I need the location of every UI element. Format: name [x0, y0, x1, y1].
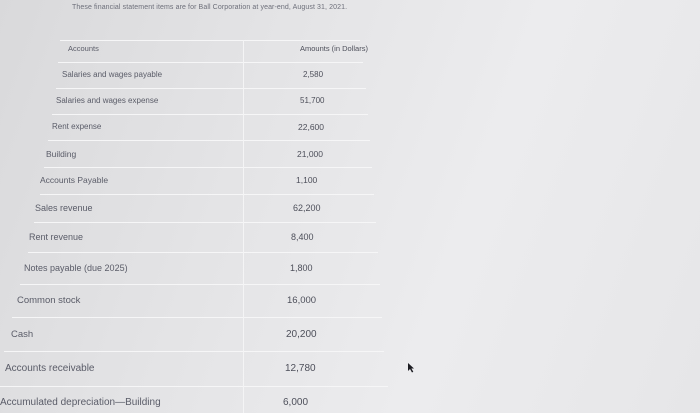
amount-value: 21,000 — [297, 149, 323, 159]
row-divider — [20, 284, 380, 285]
amount-value: 1,800 — [290, 263, 313, 273]
amount-value: 12,780 — [285, 363, 316, 374]
account-label: Notes payable (due 2025) — [24, 263, 128, 273]
row-divider — [4, 351, 384, 352]
amount-value: 1,100 — [296, 175, 318, 185]
account-label: Sales revenue — [35, 203, 93, 213]
amounts-column-header: Amounts (in Dollars) — [300, 44, 368, 53]
amount-value: 20,200 — [286, 329, 317, 340]
account-label: Cash — [11, 329, 34, 340]
accounts-column-header: Accounts — [68, 44, 99, 53]
amount-value: 62,200 — [293, 203, 321, 213]
row-divider — [28, 252, 378, 253]
row-divider — [34, 222, 376, 223]
row-divider — [56, 88, 366, 89]
account-label: Salaries and wages payable — [62, 70, 163, 79]
row-divider — [48, 140, 370, 141]
row-divider — [40, 194, 374, 195]
row-divider — [52, 114, 368, 115]
account-label: Rent expense — [52, 122, 102, 131]
account-label: Common stock — [17, 295, 81, 306]
account-label: Rent revenue — [29, 232, 84, 242]
account-label: Accounts receivable — [5, 363, 95, 374]
amount-value: 8,400 — [291, 232, 314, 242]
account-label: Accumulated depreciation—Building — [0, 397, 161, 408]
row-divider — [12, 317, 382, 318]
account-label: Salaries and wages expense — [56, 96, 159, 105]
row-divider — [58, 62, 363, 63]
question-heading: These financial statement items are for Ball Corporation at year-end, August 31, 2021. — [72, 4, 348, 11]
amount-value: 6,000 — [283, 397, 309, 408]
amount-value: 22,600 — [298, 122, 324, 132]
row-divider — [0, 386, 388, 387]
amount-value: 16,000 — [287, 295, 317, 306]
row-divider — [44, 167, 372, 168]
account-label: Building — [46, 149, 77, 159]
amount-value: 2,580 — [303, 70, 324, 79]
mouse-pointer-icon — [407, 363, 415, 373]
amount-value: 51,700 — [300, 96, 325, 105]
account-label: Accounts Payable — [40, 175, 109, 185]
table-border-top — [60, 40, 360, 41]
column-divider — [243, 40, 244, 413]
